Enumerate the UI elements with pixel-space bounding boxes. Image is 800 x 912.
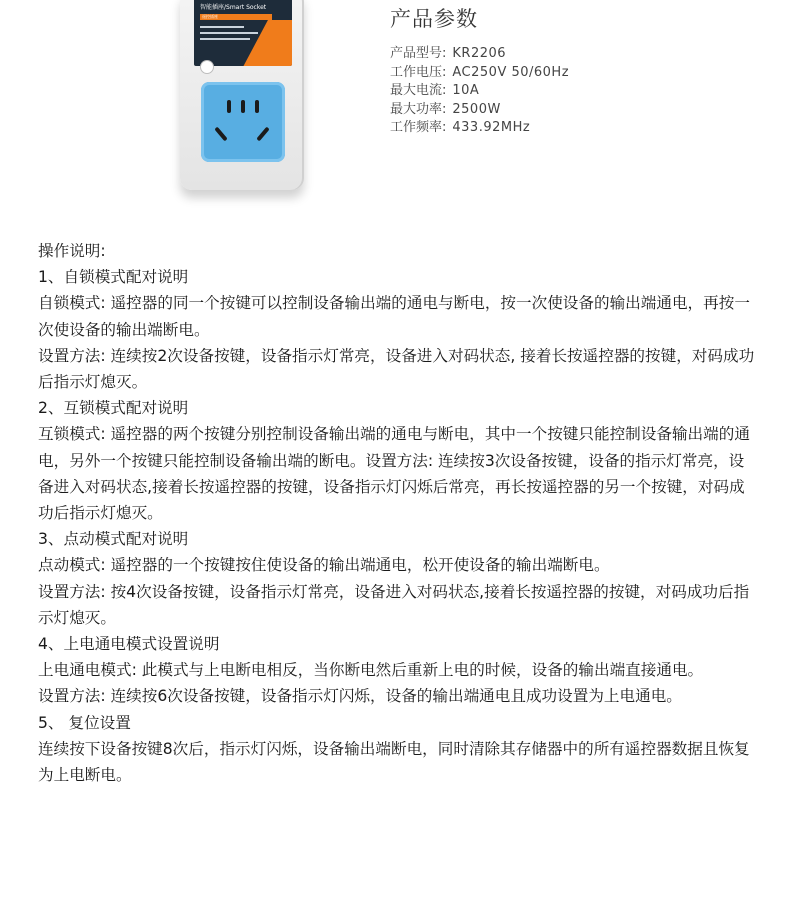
outlet-pin bbox=[227, 100, 231, 113]
spec-value: 10A bbox=[452, 83, 480, 98]
label-line bbox=[200, 26, 244, 28]
product-brand-text: 智能插座/Smart Socket bbox=[200, 4, 267, 11]
spec-title: 产品参数 bbox=[390, 7, 478, 31]
operation-instructions bbox=[38, 238, 758, 788]
label-orange-stripe bbox=[236, 20, 292, 66]
spec-label: 产品型号: bbox=[390, 46, 447, 61]
section-title-power-on: 4、上电通电模式设置说明 bbox=[38, 635, 220, 654]
label-line bbox=[200, 32, 258, 34]
spec-list bbox=[390, 45, 569, 138]
paragraph: 互锁模式: 遥控器的两个按键分别控制设备输出端的通电与断电，其中一个按键只能控制设备输出端的通电，另外一个按键只能控制设备输出端的断电。设置方法: 连续按3次设备按键，设备的指示灯常亮，设备进入对码状态,接着长按遥控器的按键，设备指示灯闪烁后常亮，再长按遥控器的另一个按键，对码成功后指示灯熄灭。 bbox=[38, 425, 750, 523]
outlet-pin bbox=[214, 127, 227, 142]
outlet-pin bbox=[256, 127, 269, 142]
label-line bbox=[200, 38, 250, 40]
outlet-pin bbox=[241, 100, 245, 113]
instructions-heading: 操作说明: bbox=[38, 242, 106, 260]
spec-value: KR2206 bbox=[452, 46, 507, 61]
spec-row bbox=[390, 64, 569, 83]
spec-value: 2500W bbox=[452, 101, 501, 117]
paragraph: 设置方法: 连续按6次设备按键，设备指示灯闪烁，设备的输出端通电且成功设置为上电通电。 bbox=[38, 687, 682, 706]
spec-row bbox=[390, 101, 569, 120]
spec-row bbox=[390, 45, 569, 64]
outlet-pin bbox=[255, 100, 259, 113]
spec-value: 433.92MHz bbox=[452, 120, 531, 135]
indicator-light bbox=[200, 60, 214, 74]
paragraph: 设置方法: 连续按2次设备按键，设备指示灯常亮，设备进入对码状态, 接着长按遥控器的按键，对码成功后指示灯熄灭。 bbox=[38, 346, 755, 392]
paragraph: 设置方法: 按4次设备按键，设备指示灯常亮，设备进入对码状态,接着长按遥控器的按键，对码成功后指示灯熄灭。 bbox=[38, 582, 750, 627]
product-label bbox=[194, 0, 292, 66]
spec-label: 工作电压: bbox=[390, 64, 447, 80]
product-badge: 遥控插座 bbox=[200, 14, 272, 20]
product-image bbox=[180, 0, 304, 190]
spec-label: 最大电流: bbox=[390, 83, 447, 98]
section-title-self-lock: 1、自锁模式配对说明 bbox=[38, 268, 189, 287]
spec-label: 工作频率: bbox=[390, 120, 447, 135]
spec-row bbox=[390, 82, 569, 101]
spec-label: 最大功率: bbox=[390, 101, 447, 117]
paragraph: 上电通电模式: 此模式与上电断电相反，当你断电然后重新上电的时候，设备的输出端直接通电。 bbox=[38, 661, 704, 680]
paragraph: 连续按下设备按键8次后，指示灯闪烁，设备输出端断电，同时清除其存储器中的所有遥控器数据且恢复为上电断电。 bbox=[38, 739, 750, 785]
section-title-reset: 5、 复位设置 bbox=[38, 713, 131, 732]
section-title-interlock: 2、互锁模式配对说明 bbox=[38, 399, 189, 418]
power-outlet bbox=[201, 82, 285, 162]
section-title-momentary: 3、点动模式配对说明 bbox=[38, 530, 189, 549]
spec-value: AC250V 50/60Hz bbox=[452, 64, 570, 80]
paragraph: 点动模式: 遥控器的一个按键按住使设备的输出端通电，松开使设备的输出端断电。 bbox=[38, 556, 610, 575]
paragraph: 自锁模式: 遥控器的同一个按键可以控制设备输出端的通电与断电，按一次使设备的输出端通电，再按一次使设备的输出端断电。 bbox=[38, 294, 750, 339]
spec-row bbox=[390, 119, 569, 138]
